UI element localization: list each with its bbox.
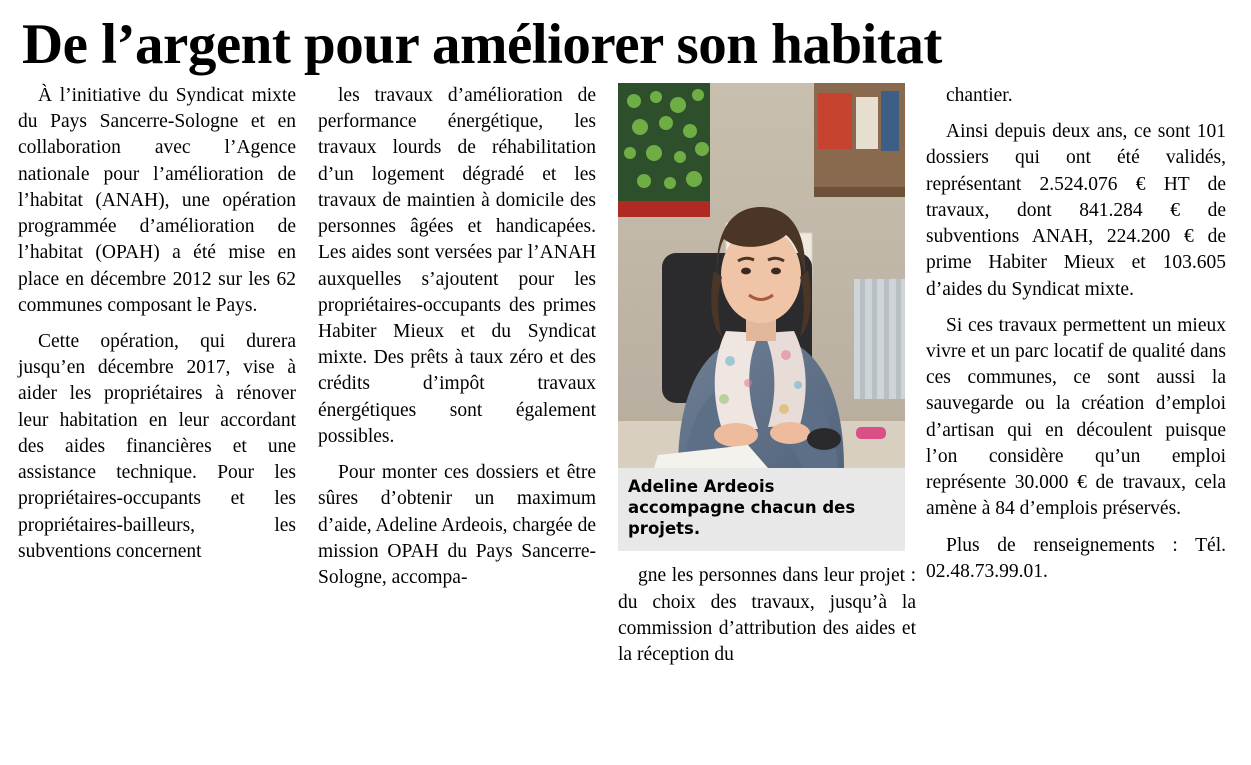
paragraph: Plus de renseignements : Tél. 02.48.73.99.01. xyxy=(926,534,1226,582)
paragraph: Ainsi depuis deux ans, ce sont 101 dossiers qui ont été validés, représentant 2.524.076 € HT de travaux, dont 841.284 € de subventions ANAH, 224.200 € de prime Habiter Mieux et 103.605 d’aides du Syndicat mixte. xyxy=(926,121,1226,300)
paragraph: les travaux d’amélioration de performance énergétique, les travaux lourds de réhabilitation d’un logement dégradé et les travaux de maintien à domicile des personnes âgées et handicapées. Les aides sont versées par l’ANAH auxquelles s’ajoutent pour les propriétaires-occupants des primes Habiter Mieux et du Syndicat mixte. Des prêts à taux zéro et des crédits d’impôt travaux énergétiques sont également possibles. xyxy=(318,85,596,447)
paragraph: Si ces travaux permettent un mieux vivre et un parc locatif de qualité dans ces communes, ce sont aussi la sauvegarde ou la création d’emploi d’artisan qui en découlent puisque l’on considère qu’un emploi représente 30.000 € de travaux, cela amène à 84 d’emplois préservés. xyxy=(926,314,1226,520)
paragraph: chantier. xyxy=(946,85,1013,106)
article-column-2 xyxy=(318,83,618,591)
article-columns xyxy=(0,83,1251,668)
article-column-3 xyxy=(618,83,926,668)
paragraph: gne les personnes dans leur projet : du choix des travaux, jusqu’à la commission d’attribution des aides et la réception du xyxy=(618,565,916,665)
photo-portrait-femme-bureau xyxy=(618,83,905,468)
newspaper-article-page xyxy=(0,13,1251,765)
photo-block xyxy=(618,83,905,551)
page-title: De l’argent pour améliorer son habitat xyxy=(22,13,942,76)
article-column-3-text xyxy=(618,563,916,668)
article-column-4 xyxy=(926,83,1226,585)
article-column-1 xyxy=(18,83,318,565)
paragraph: Cette opération, qui durera jusqu’en décembre 2017, vise à aider les propriétaires à rénover leur habitation en leur accordant des aides financières et une assistance technique. Pour les propriétaires-occupants et les propriétaires-bailleurs, les subventions concernent xyxy=(18,330,296,562)
photo-caption: Adeline Ardeois accompagne chacun des projets. xyxy=(628,477,856,539)
paragraph: Pour monter ces dossiers et être sûres d’obtenir un maximum d’aide, Adeline Ardeois, chargée de mission OPAH du Pays Sancerre-Sologne, accompa- xyxy=(318,462,596,588)
paragraph: À l’initiative du Syndicat mixte du Pays Sancerre-Sologne et en collaboration avec l’Agence nationale pour l’amélioration de l’habitat (ANAH), une opération programmée d’amélioration de l’habitat (OPAH) a été mise en place en décembre 2012 sur les 62 communes composant le Pays. xyxy=(18,85,296,316)
